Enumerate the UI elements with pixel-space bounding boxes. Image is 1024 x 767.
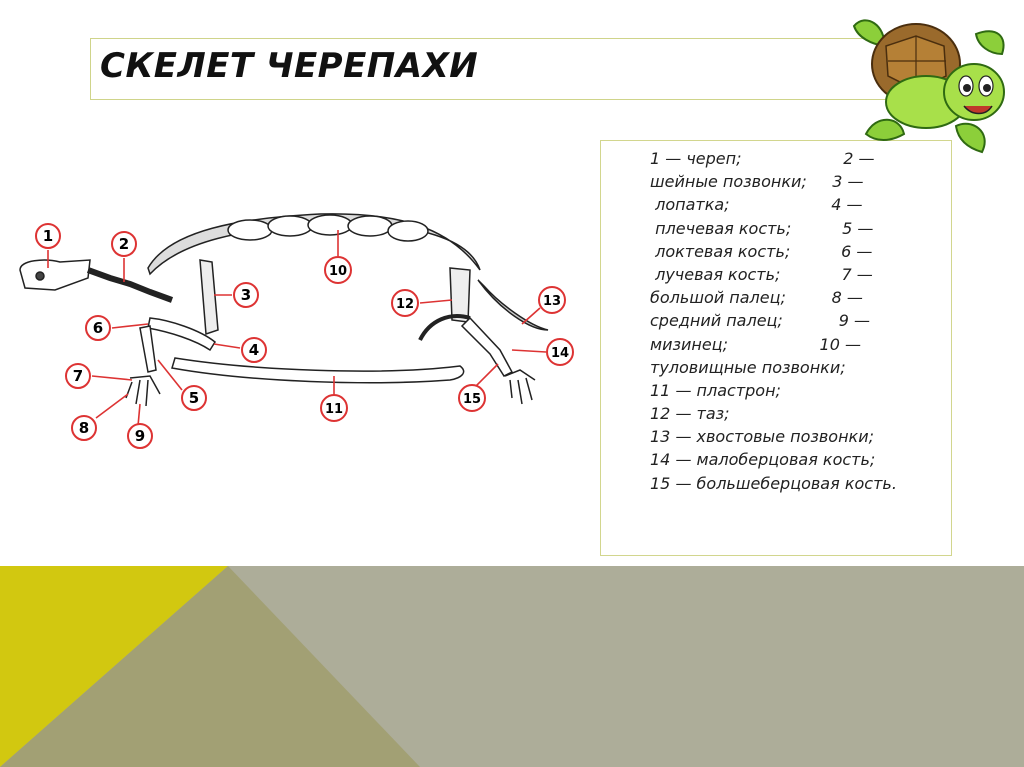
legend-line: 11 — пластрон; <box>650 380 781 400</box>
legend-line: 12 — таз; <box>650 404 730 424</box>
svg-text:9: 9 <box>134 427 146 445</box>
callout-4 <box>242 338 266 362</box>
legend-line: 13 — хвостовые позвонки; <box>650 427 875 447</box>
callout-13 <box>539 287 565 313</box>
callout-markers <box>36 224 573 448</box>
legend-line: 15 — большеберцовая кость. <box>650 473 897 493</box>
legend-list <box>650 147 940 495</box>
legend-line: 1 — череп; 2 — <box>650 149 875 168</box>
legend-line: большой палец; 8 — <box>650 288 863 308</box>
svg-text:13: 13 <box>542 294 562 309</box>
svg-text:8: 8 <box>78 419 90 437</box>
legend-line: мизинец; 10 — <box>650 334 861 354</box>
callout-11 <box>321 395 347 421</box>
svg-text:5: 5 <box>188 389 200 407</box>
svg-text:12: 12 <box>395 297 415 312</box>
callout-7 <box>66 364 90 388</box>
svg-text:10: 10 <box>328 264 348 279</box>
svg-text:7: 7 <box>72 367 84 385</box>
svg-text:3: 3 <box>240 286 252 304</box>
svg-text:14: 14 <box>550 346 570 361</box>
tail <box>478 280 548 330</box>
page-title: СКЕЛЕТ ЧЕРЕПАХИ <box>100 46 479 86</box>
legend-line: туловищные позвонки; <box>650 357 846 377</box>
legend-line: шейные позвонки; 3 — <box>650 172 864 192</box>
svg-text:4: 4 <box>248 341 260 359</box>
legend-line: 14 — малоберцовая кость; <box>650 450 876 470</box>
turtle-mascot-icon <box>846 6 1016 158</box>
plastron <box>172 358 464 383</box>
callout-14 <box>547 339 573 365</box>
neck-vertebrae <box>88 270 172 300</box>
callout-2 <box>112 232 136 256</box>
svg-text:6: 6 <box>92 319 104 337</box>
legend-line: средний палец; 9 — <box>650 311 871 331</box>
skull <box>20 260 90 290</box>
callout-12 <box>392 290 418 316</box>
callout-1 <box>36 224 60 248</box>
turtle-skeleton-diagram <box>0 200 590 460</box>
legend-line: лопатка; 4 — <box>650 195 863 215</box>
pelvis <box>450 268 470 322</box>
callout-5 <box>182 386 206 410</box>
callout-6 <box>86 316 110 340</box>
forearm <box>140 326 156 372</box>
legend-line: плечевая кость; 5 — <box>650 218 874 238</box>
scapula <box>200 260 218 334</box>
callout-10 <box>325 257 351 283</box>
svg-text:11: 11 <box>324 402 344 417</box>
callout-9 <box>128 424 152 448</box>
legend-line: лучевая кость; 7 — <box>650 264 873 284</box>
callout-3 <box>234 283 258 307</box>
hind-leg <box>462 318 512 376</box>
svg-text:15: 15 <box>462 392 482 407</box>
legend-line: локтевая кость; 6 — <box>650 241 873 261</box>
callout-8 <box>72 416 96 440</box>
svg-text:1: 1 <box>42 227 54 245</box>
callout-15 <box>459 385 485 411</box>
svg-text:2: 2 <box>118 235 130 253</box>
